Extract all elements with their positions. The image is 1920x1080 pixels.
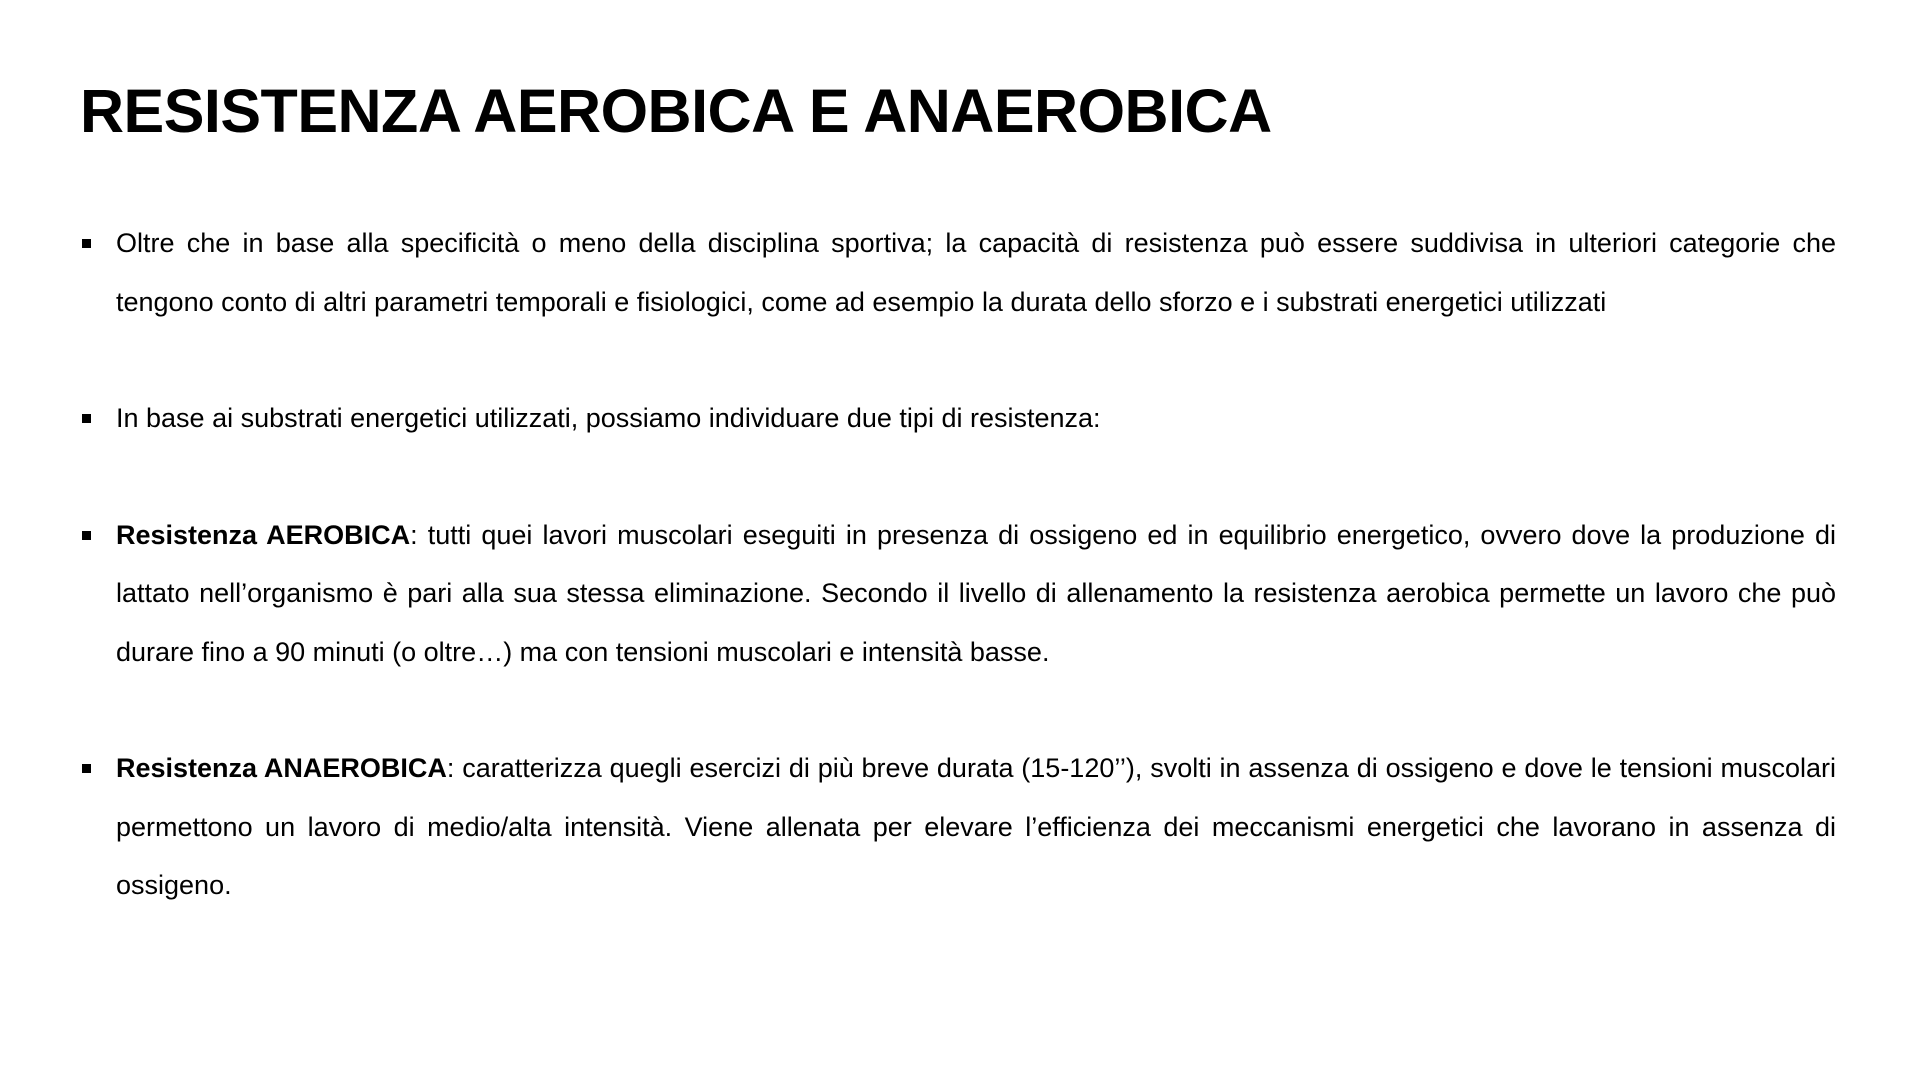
slide-title: RESISTENZA AEROBICA E ANAEROBICA — [80, 77, 1272, 145]
bullet-bold-text: Resistenza ANAEROBICA — [116, 753, 447, 783]
bullet-text: In base ai substrati energetici utilizzati, possiamo individuare due tipi di resistenza: — [116, 403, 1101, 433]
bullet-text: Oltre che in base alla specificità o meno della disciplina sportiva; la capacità di resistenza può essere suddivisa in ulteriori categorie che tengono conto di altri parametri temporali e fisiologici, come ad esempio la durata dello sforzo e i substrati energetici utilizzati — [116, 228, 1836, 317]
bullet-bold-text: Resistenza AEROBICA — [116, 519, 411, 550]
bullet-item — [80, 739, 1836, 915]
square-bullet-icon — [82, 239, 91, 248]
square-bullet-icon — [82, 531, 91, 540]
bullet-item — [80, 214, 1836, 331]
bullet-item — [80, 506, 1836, 682]
bullet-list — [80, 214, 1836, 915]
bullet-text: : tutti quei lavori muscolari eseguiti in presenza di ossigeno ed in equilibrio energetico, ovvero dove la produzione di lattato nell’organismo è pari alla sua stessa eliminazione. Secondo il livello di allenamento la resistenza aerobica permette un lavoro che può durare fino a 90 minuti (o oltre…) ma con tensioni muscolari e intensità basse. — [116, 519, 1836, 667]
bullet-item — [80, 389, 1836, 448]
square-bullet-icon — [82, 764, 91, 773]
bullet-text: : caratterizza quegli esercizi di più breve durata (15-120’’), svolti in assenza di ossigeno e dove le tensioni muscolari permettono un lavoro di medio/alta intensità. Viene allenata per elevare l’efficienza dei meccanismi energetici che lavorano in assenza di ossigeno. — [116, 753, 1836, 900]
square-bullet-icon — [82, 414, 91, 423]
